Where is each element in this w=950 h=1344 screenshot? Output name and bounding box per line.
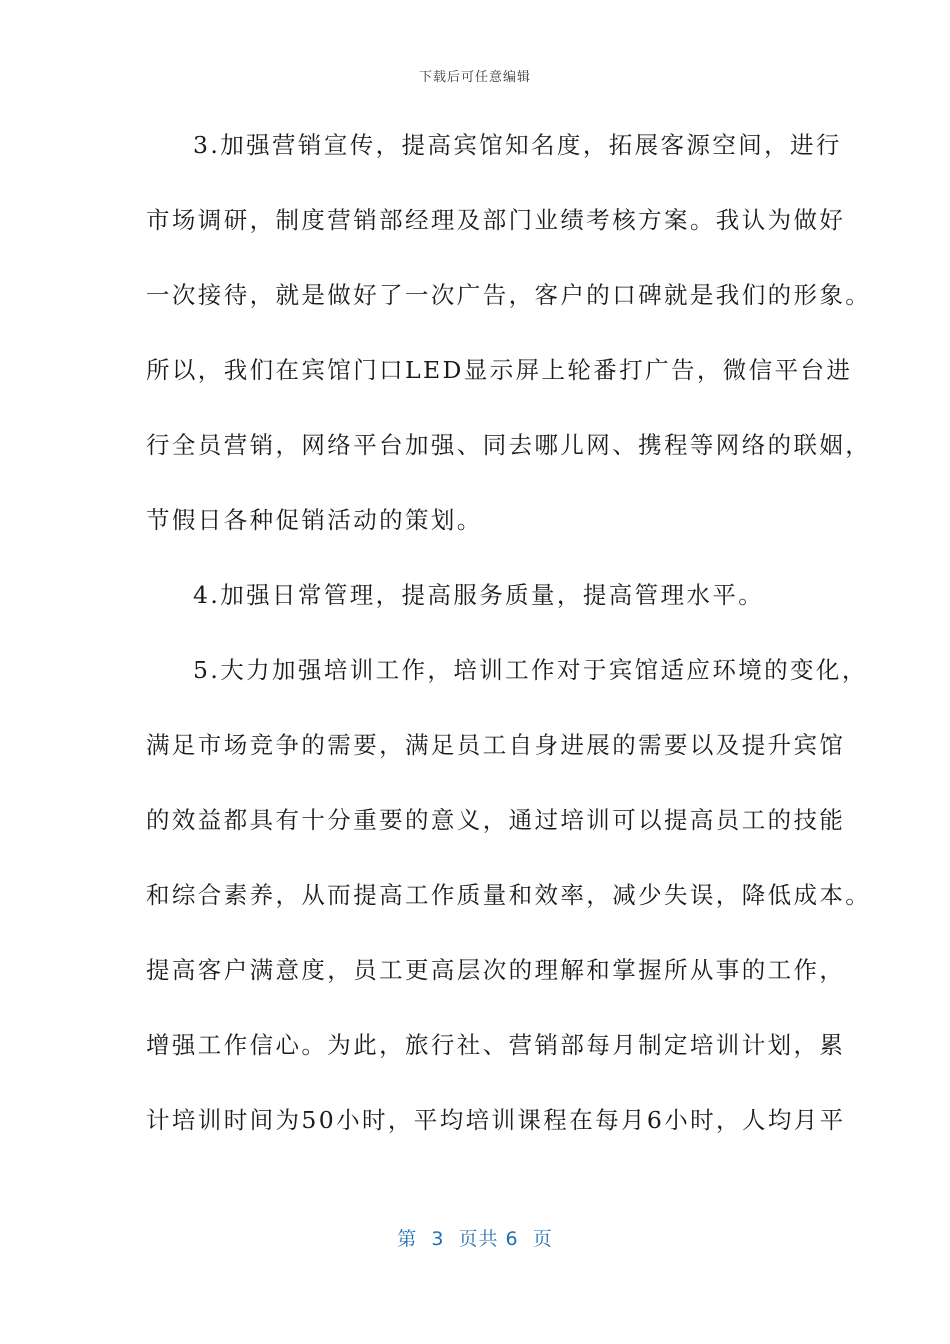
document-body — [146, 122, 872, 1172]
text-line: 一次接待，就是做好了一次广告，客户的口碑就是我们的形象。 — [146, 281, 872, 309]
text-line: 增强工作信心。为此，旅行社、营销部每月制定培训计划，累 — [146, 1031, 846, 1059]
text-line: 提高客户满意度，员工更高层次的理解和掌握所从事的工作， — [146, 956, 846, 984]
text-line: 计培训时间为50小时，平均培训课程在每月6小时，人均月平 — [146, 1106, 846, 1134]
text-line: 行全员营销，网络平台加强、同去哪儿网、携程等网络的联姻， — [146, 431, 872, 459]
header-note: 下载后可任意编辑 — [418, 70, 531, 85]
text-line: 满足市场竞争的需要，满足员工自身进展的需要以及提升宾馆 — [146, 731, 846, 759]
text-line: 3.加强营销宣传，提高宾馆知名度，拓展客源空间，进行 — [193, 131, 842, 159]
text-line: 市场调研，制度营销部经理及部门业绩考核方案。我认为做好 — [146, 206, 846, 234]
text-line: 的效益都具有十分重要的意义，通过培训可以提高员工的技能 — [146, 806, 846, 834]
text-line: 和综合素养，从而提高工作质量和效率，减少失误，降低成本。 — [146, 881, 872, 909]
text-line: 5.大力加强培训工作，培训工作对于宾馆适应环境的变化， — [193, 656, 868, 684]
text-line: 所以，我们在宾馆门口LED显示屏上轮番打广告，微信平台进 — [146, 356, 853, 384]
text-line: 节假日各种促销活动的策划。 — [146, 506, 483, 534]
text-line: 4.加强日常管理，提高服务质量，提高管理水平。 — [193, 581, 765, 609]
page-number-footer: 第 3 页共 6 页 — [397, 1228, 553, 1250]
